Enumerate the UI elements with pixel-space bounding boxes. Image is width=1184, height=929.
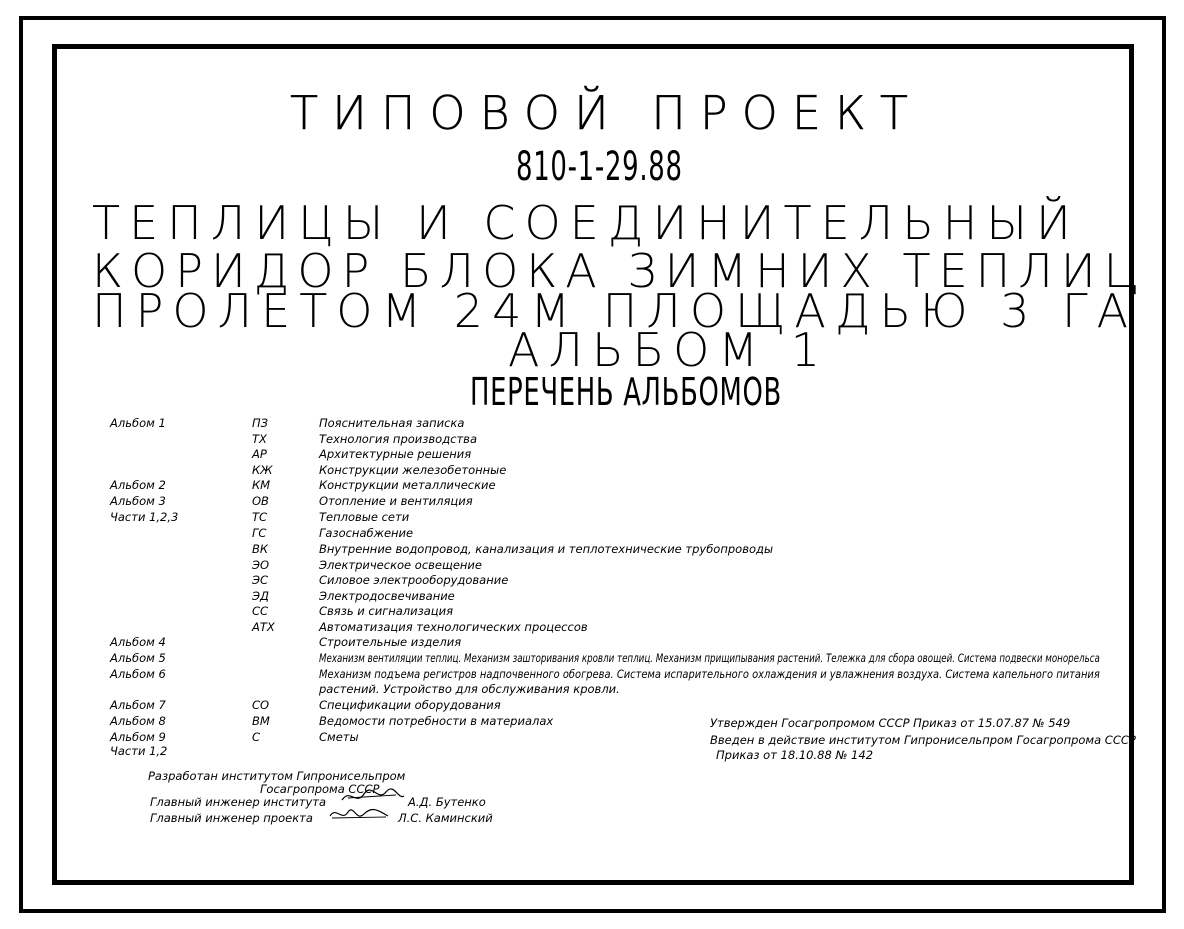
album-list-description: Сметы (319, 730, 359, 744)
album-list-code: ВМ (252, 714, 270, 728)
album-list-description: Пояснительная записка (319, 416, 465, 430)
album-list-album: Альбом 6 (110, 667, 166, 681)
album-list-code: АР (252, 447, 267, 461)
album-list-album: Альбом 1 (110, 416, 166, 430)
album-list-code: ТХ (252, 432, 267, 446)
approval-line-2: Введен в действие институтом Гипронисельпром Госагропрома СССР (710, 733, 1136, 747)
album-list-description: Связь и сигнализация (319, 604, 454, 618)
album-list-description: Тепловые сети (319, 510, 410, 524)
album-list-description: Автоматизация технологических процессов (319, 620, 588, 634)
album-list-code: ЭС (252, 573, 269, 587)
album-list-album: Альбом 4 (110, 635, 166, 649)
album-list-code: ЭО (252, 558, 270, 572)
album-list-description: Электродосвечивание (319, 589, 455, 603)
album-list-description: Ведомости потребности в материалах (319, 714, 554, 728)
project-engineer-label: Главный инженер проекта (150, 811, 313, 825)
subtitle-line-2: КОРИДОР БЛОКА ЗИМНИХ ТЕПЛИЦ (92, 244, 1148, 298)
album-list-code: КЖ (252, 463, 273, 477)
album-list-description: Конструкции железобетонные (319, 463, 507, 477)
album-title: АЛЬБОМ 1 (508, 323, 829, 377)
chief-engineer-name: А.Д. Бутенко (408, 795, 486, 809)
album-list-description: Конструкции металлические (319, 478, 496, 492)
album-list-album: Части 1,2,3 (110, 510, 179, 524)
approval-line-1: Утвержден Госагропромом СССР Приказ от 15.07.87 № 549 (710, 716, 1071, 730)
chief-engineer-label: Главный инженер института (150, 795, 327, 809)
album-list-album: Части 1,2 (110, 744, 168, 758)
album-list-code: ПЗ (252, 416, 269, 430)
approval-line-3: Приказ от 18.10.88 № 142 (716, 748, 874, 762)
album-list-description: Отопление и вентиляция (319, 494, 473, 508)
album-list-description: Силовое электрооборудование (319, 573, 509, 587)
album-list-code: С (252, 730, 261, 744)
developer-line-1: Разработан институтом Гипронисельпром (148, 769, 406, 783)
album-list-description: Механизм подъема регистров надпочвенного обогрева. Система испарительного охлаждения и увлажнения воздуха. Система капельного питания (319, 667, 1100, 681)
album-list-album: Альбом 5 (110, 651, 166, 665)
project-number: 810-1-29.88 (516, 144, 683, 190)
document-title: ТИПОВОЙ ПРОЕКТ (290, 86, 922, 140)
signature-project-engineer (326, 804, 392, 826)
developer-line-2: Госагропрома СССР (260, 782, 380, 796)
album-list-description: Газоснабжение (319, 526, 414, 540)
album-list-album: Альбом 7 (110, 698, 166, 712)
album-list-album: Альбом 8 (110, 714, 166, 728)
album-list-description: Спецификации оборудования (319, 698, 501, 712)
album-list-title: ПЕРЕЧЕНЬ АЛЬБОМОВ (470, 370, 782, 414)
album-list-description: растений. Устройство для обслуживания кровли. (319, 682, 620, 696)
album-list-code: СО (252, 698, 270, 712)
album-list-code: КМ (252, 478, 271, 492)
album-list-description: Механизм вентиляции теплиц. Механизм зашторивания кровли теплиц. Механизм прищипывания растений. Тележка для сбора овощей. Система подвески монорельса (319, 651, 1100, 665)
album-list-album: Альбом 2 (110, 478, 166, 492)
subtitle-line-1: ТЕПЛИЦЫ И СОЕДИНИТЕЛЬНЫЙ (92, 196, 1080, 250)
album-list-description: Внутренние водопровод, канализация и теплотехнические трубопроводы (319, 542, 774, 556)
album-list-album: Альбом 9 (110, 730, 166, 744)
album-list-code: ЭД (252, 589, 270, 603)
album-list-code: СС (252, 604, 269, 618)
project-engineer-name: Л.С. Каминский (398, 811, 493, 825)
album-list-description: Архитектурные решения (319, 447, 472, 461)
album-list-code: ТС (252, 510, 268, 524)
album-list-code: АТХ (252, 620, 275, 634)
album-list-code: ГС (252, 526, 267, 540)
subtitle-line-3: ПРОЛЕТОМ 24М ПЛОЩАДЬЮ 3 ГА (92, 284, 1138, 338)
album-list-description: Электрическое освещение (319, 558, 482, 572)
album-list-code: ВК (252, 542, 269, 556)
album-list-description: Технология производства (319, 432, 477, 446)
album-list-album: Альбом 3 (110, 494, 166, 508)
album-list-description: Строительные изделия (319, 635, 462, 649)
album-list-code: ОВ (252, 494, 269, 508)
